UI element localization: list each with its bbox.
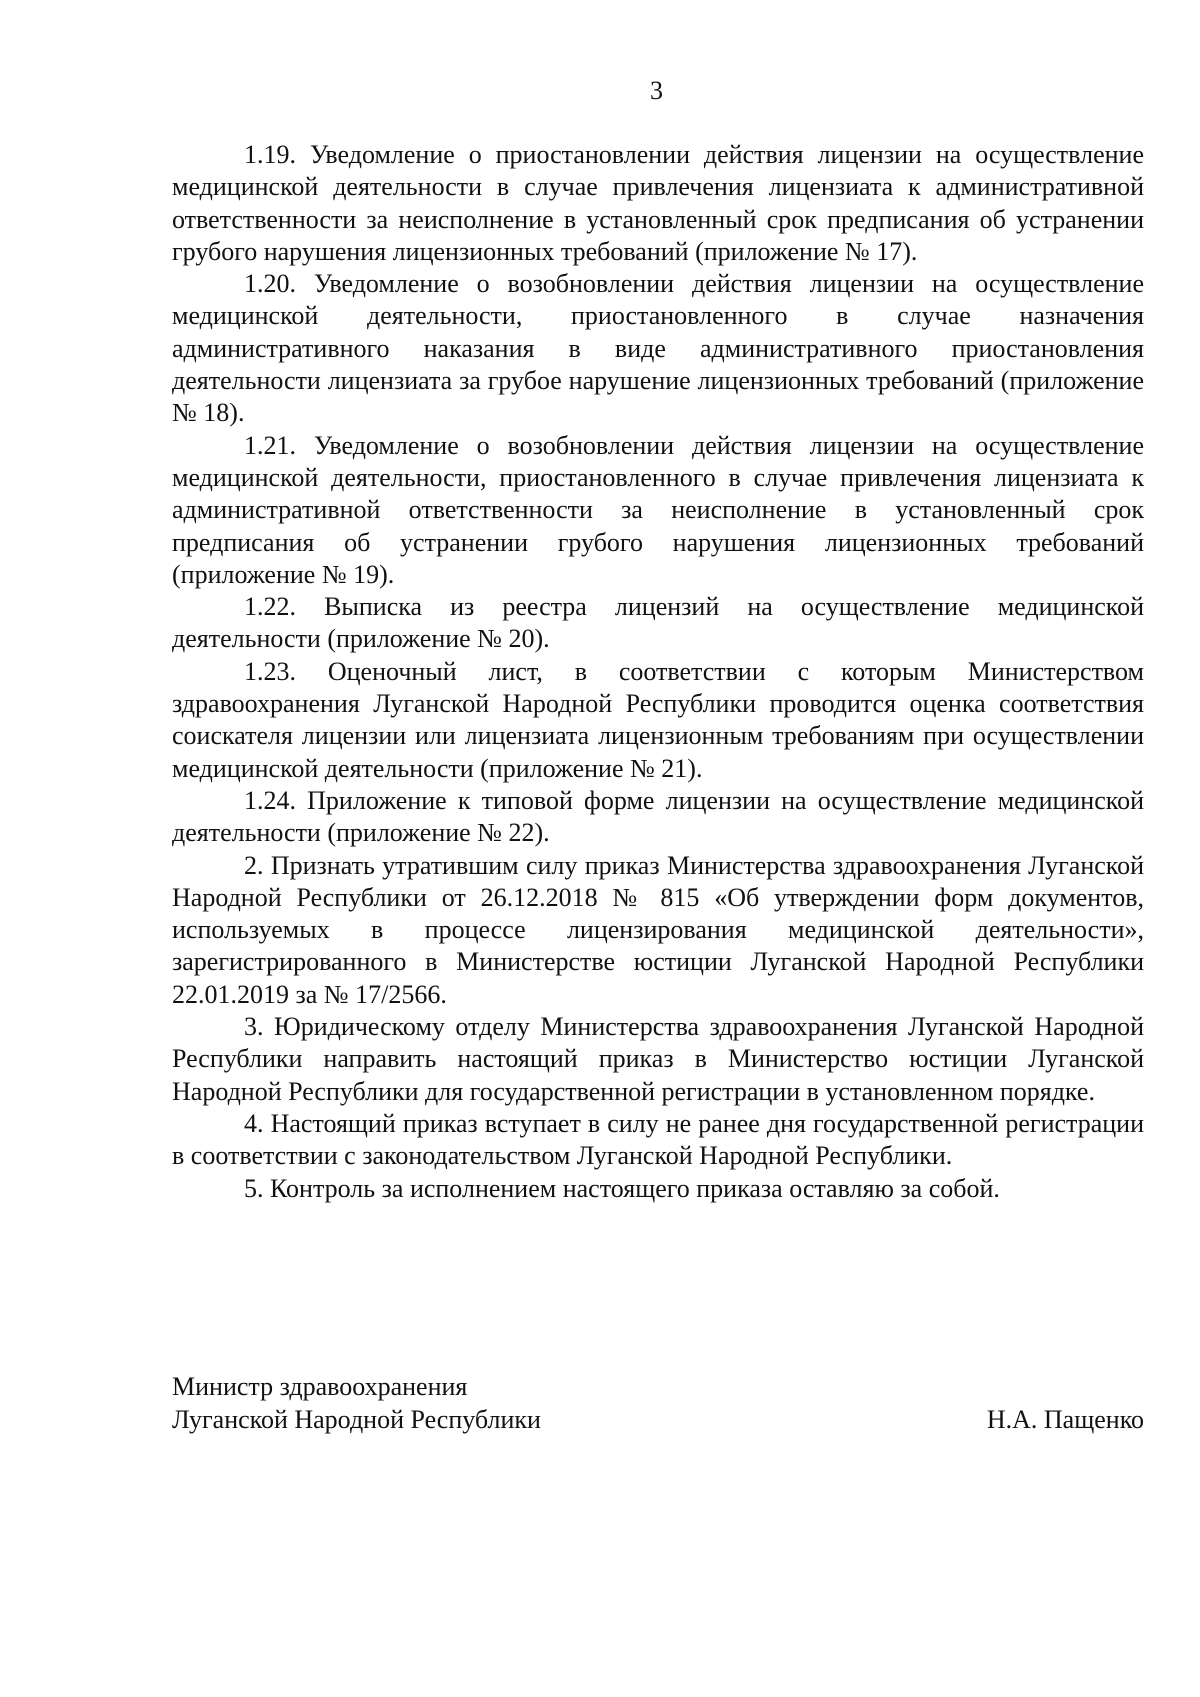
paragraph-1-22: 1.22. Выписка из реестра лицензий на осуществление медицинской деятельности (приложение № 20).: [172, 592, 1144, 654]
signature-line: [172, 1403, 1144, 1436]
signer-name: Н.А. Пащенко: [986, 1405, 1144, 1434]
paragraph-1-20: 1.20. Уведомление о возобновлении действия лицензии на осуществление медицинской деятельности, приостановленного в случае назначения административного наказания в виде административного приостановления деятельности лицензиата за грубое нарушение лицензионных требований (приложение № 18).: [172, 269, 1144, 428]
paragraph-1-23: 1.23. Оценочный лист, в соответствии с которым Министерством здравоохранения Луганской Народной Республики проводится оценка соответствия соискателя лицензии или лицензиата лицензионным требованиям при осуществлении медицинской деятельности (приложение № 21).: [172, 656, 1144, 783]
signer-position-line1: Министр здравоохранения: [172, 1372, 468, 1401]
paragraph-2: 2. Признать утратившим силу приказ Министерства здравоохранения Луганской Народной Республики от 26.12.2018 № 815 «Об утверждении форм документов, используемых в процессе лицензирования медицинской деятельности», зарегистрированного в Министерстве юстиции Луганской Народной Республики 22.01.2019 за № 17/2566.: [172, 850, 1144, 1009]
document-body: [172, 139, 1144, 1205]
signature-block: [172, 1370, 1144, 1436]
paragraph-5: 5. Контроль за исполнением настоящего приказа оставляю за собой.: [244, 1173, 1000, 1203]
paragraph-1-24: 1.24. Приложение к типовой форме лицензии на осуществление медицинской деятельности (приложение № 22).: [172, 785, 1144, 848]
page-number: 3: [650, 76, 663, 105]
paragraph-3: 3. Юридическому отделу Министерства здравоохранения Луганской Народной Республики направить настоящий приказ в Министерство юстиции Луганской Народной Республики для государственной регистрации в установленном порядке.: [172, 1012, 1144, 1106]
paragraph-1-21: 1.21. Уведомление о возобновлении действия лицензии на осуществление медицинской деятельности, приостановленного в случае привлечения лицензиата к административной ответственности за неисполнение в установленный срок предписания об устранении грубого нарушения лицензионных требований (приложение № 19).: [172, 430, 1144, 589]
signer-position-line2: Луганской Народной Республики: [172, 1405, 541, 1434]
paragraph-4: 4. Настоящий приказ вступает в силу не ранее дня государственной регистрации в соответствии с законодательством Луганской Народной Республики.: [172, 1108, 1144, 1171]
paragraph-1-19: 1.19. Уведомление о приостановлении действия лицензии на осуществление медицинской деятельности в случае привлечения лицензиата к административной ответственности за неисполнение в установленный срок предписания об устранении грубого нарушения лицензионных требований (приложение № 17).: [172, 140, 1144, 266]
